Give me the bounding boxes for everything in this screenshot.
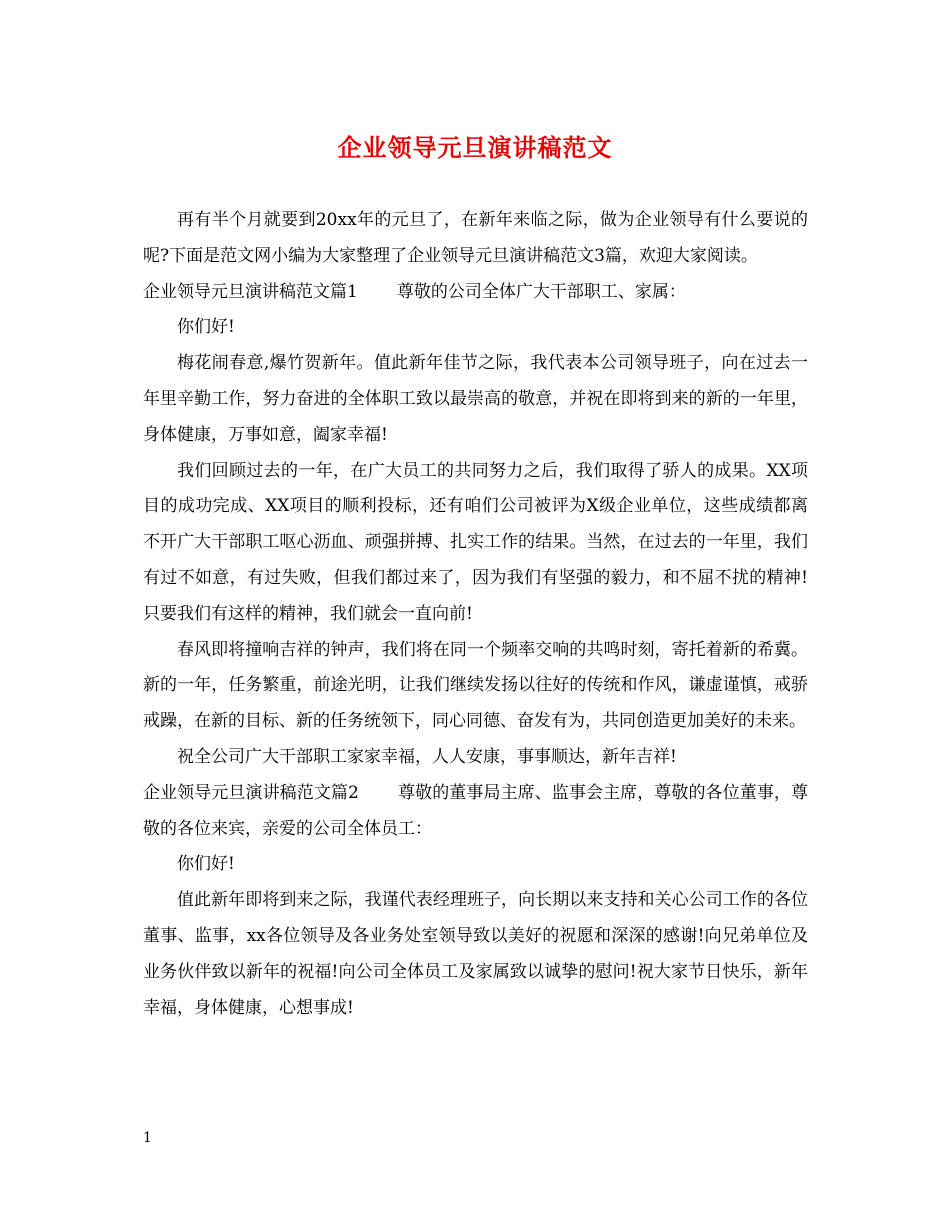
section-1-heading: 企业领导元旦演讲稿范文篇1	[143, 281, 358, 302]
section-1-paragraph: 春风即将撞响吉祥的钟声，我们将在同一个频率交响的共鸣时刻，寄托着新的希冀。新的一年，任务繁重，前途光明，让我们继续发扬以往好的传统和作风，谦虚谨慎，戒骄戒躁，在新的目标、新的任务统领下，同心同德、奋发有为，共同创造更加美好的未来。	[143, 639, 808, 732]
section-1-greeting: 你们好!	[177, 317, 235, 338]
section-2-heading: 企业领导元旦演讲稿范文篇2	[143, 782, 359, 803]
section-2-salutation: 尊敬的董事局主席、监事会主席，尊敬的各位董事，尊敬的各位来宾，亲爱的公司全体员工：	[143, 782, 808, 839]
section-2-greeting: 你们好!	[177, 854, 235, 875]
document-title: 企业领导元旦演讲稿范文	[337, 133, 613, 162]
section-2-paragraph: 值此新年即将到来之际，我谨代表经理班子，向长期以来支持和关心公司工作的各位董事、监事，xx各位领导及各业务处室领导致以美好的祝愿和深深的感谢!向兄弟单位及业务伙伴致以新年的祝福!向公司全体员工及家属致以诚挚的慰问!祝大家节日快乐，新年幸福，身体健康，心想事成!	[143, 890, 808, 1018]
document-body	[143, 203, 808, 1026]
page-number: 1	[143, 1130, 152, 1146]
section-1-paragraph: 我们回顾过去的一年，在广大员工的共同努力之后，我们取得了骄人的成果。XX项目的成功完成、XX项目的顺利投标，还有咱们公司被评为X级企业单位，这些成绩都离不开广大干部职工呕心沥血、顽强拼搏、扎实工作的结果。当然，在过去的一年里，我们有过不如意，有过失败，但我们都过来了，因为我们有坚强的毅力，和不屈不扰的精神!只要我们有这样的精神，我们就会一直向前!	[143, 460, 808, 624]
section-1-closing-wish: 祝全公司广大干部职工家家幸福，人人安康，事事顺达，新年吉祥!	[177, 746, 677, 767]
section-1-salutation: 尊敬的公司全体广大干部职工、家属：	[396, 281, 686, 302]
section-1-heading-line	[143, 275, 808, 311]
section-2-heading-line	[143, 776, 808, 848]
intro-paragraph: 再有半个月就要到20xx年的元旦了，在新年来临之际，做为企业领导有什么要说的呢?下面是范文网小编为大家整理了企业领导元旦演讲稿范文3篇，欢迎大家阅读。	[143, 210, 808, 266]
section-1-paragraph: 梅花闹春意,爆竹贺新年。值此新年佳节之际，我代表本公司领导班子，向在过去一年里辛勤工作，努力奋进的全体职工致以最崇高的敬意，并祝在即将到来的新的一年里，身体健康，万事如意，阖家幸福!	[143, 353, 808, 445]
